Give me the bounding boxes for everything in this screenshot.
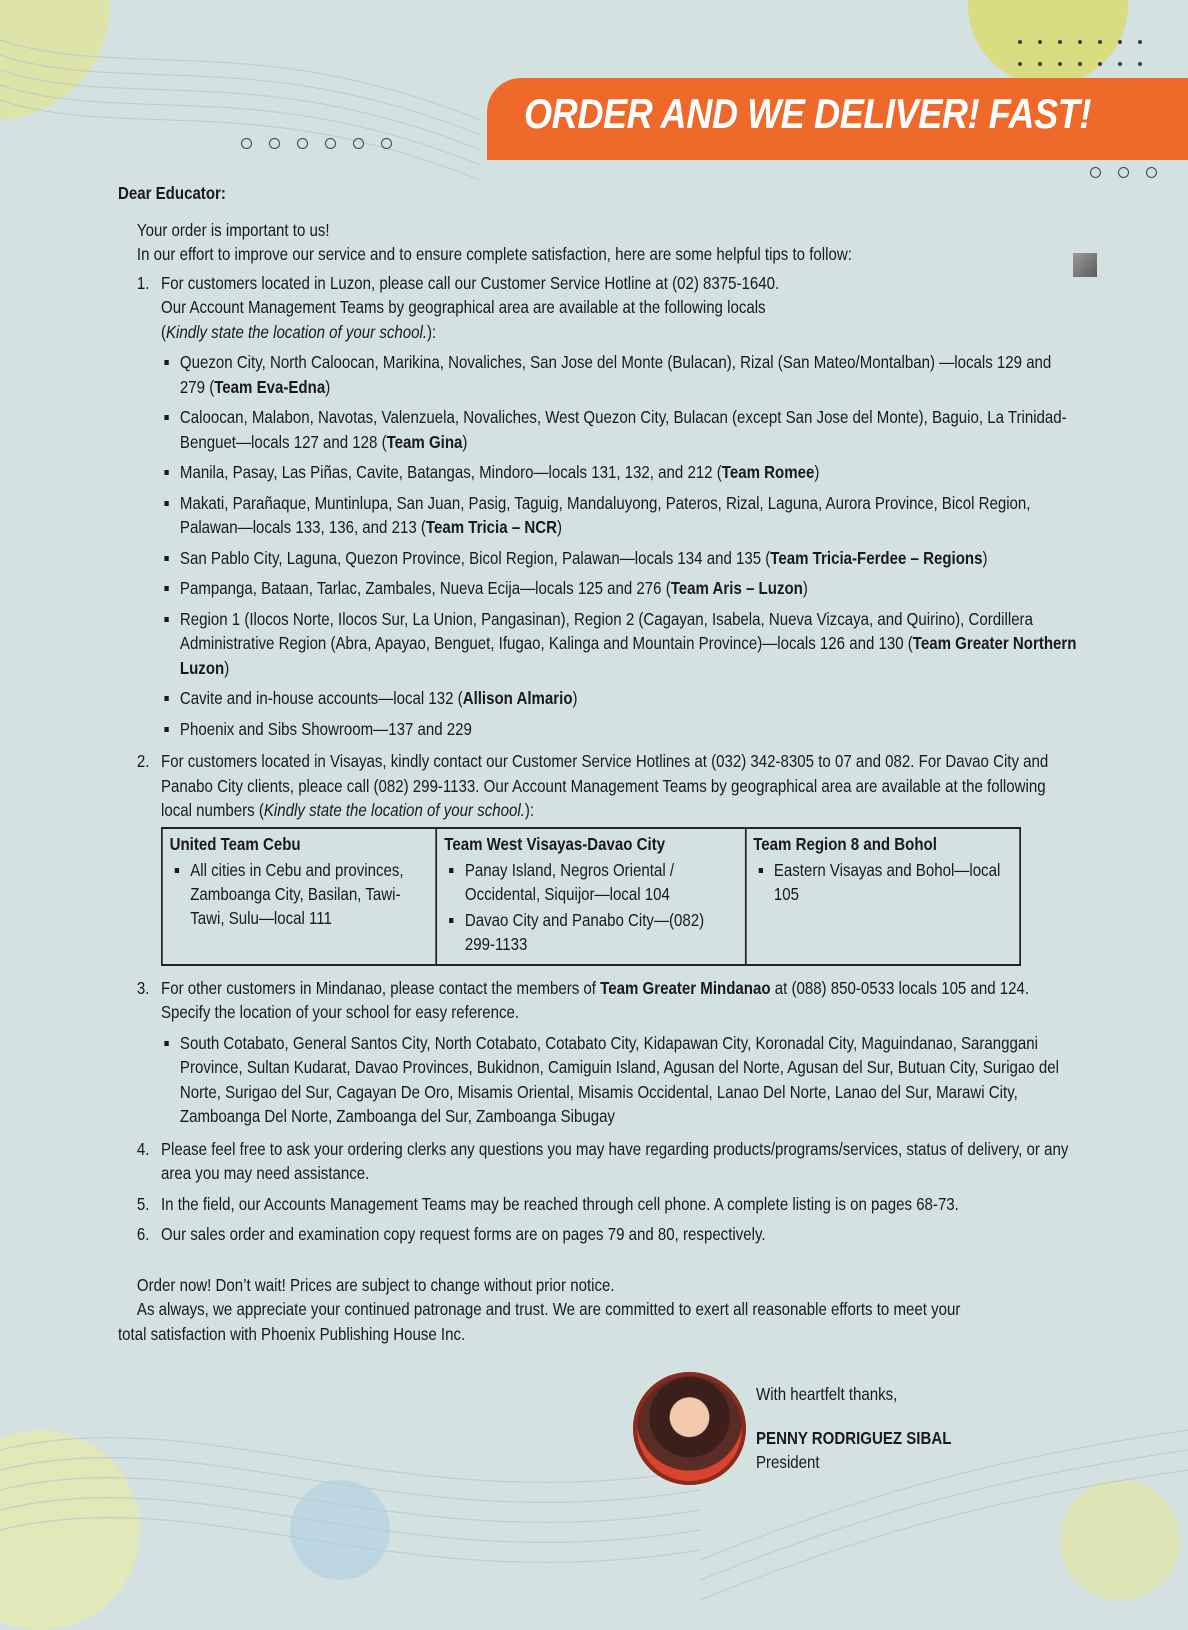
mindanao-bullet: South Cotabato, General Santos City, North Cotabato, Cotabato City, Kidapawan City, Koronadal City, Maguindanao, Saranggani Province, Sultan Kudarat, Davao Provinces, Bukidnon, Camiguin Island, Agusan del Norte, Agusan del Sur, Butuan City, Surigao del Norte, Surigao del Sur, Cagayan De Oro, Misamis Oriental, Misamis Occidental, Lanao Del Norte, Lanao del Sur, Marawi City, Zamboanga Del Norte, Zamboanga del Sur, Zamboanga Sibugay bbox=[118, 1031, 1078, 1129]
italic-note: Kindly state the location of your school. bbox=[263, 800, 525, 820]
bullet-text: Cavite and in-house accounts—local 132 ( bbox=[179, 688, 463, 708]
bullet-text: Makati, Parañaque, Muntinlupa, San Juan, Pasig, Taguig, Mandaluyong, Pateros, Rizal, Laguna, Aurora Province, Bicol Region, Palawan—locals 133, 136, and 213 ( bbox=[179, 492, 1031, 537]
signature-block bbox=[756, 1382, 951, 1474]
item-text: For customers located in Visayas, kindly contact our Customer Service Hotlines at (032) 342-8305 to 07 and 082. For Davao City and Panabo City clients, pleace call (082) 299-1133. Our Account Management Teams by geographical area are available at the following local numbers ( bbox=[161, 751, 1049, 820]
bullet-text: San Pablo City, Laguna, Quezon Province, Bicol Region, Palawan—locals 134 and 135 ( bbox=[179, 547, 771, 568]
team-name: Team Eva-Edna bbox=[214, 376, 326, 397]
team-bullet bbox=[118, 607, 1078, 681]
luzon-team-list bbox=[118, 350, 1078, 741]
list-item bbox=[118, 1137, 1078, 1186]
team-cell bbox=[162, 828, 437, 965]
bullet-end: ) bbox=[802, 578, 808, 598]
item-number: 6. bbox=[136, 1224, 150, 1244]
item-number: 2. bbox=[136, 751, 150, 771]
team-name: Team Tricia – NCR bbox=[425, 517, 557, 537]
president-photo bbox=[633, 1372, 746, 1485]
item-text: For customers located in Luzon, please call our Customer Service Hotline at (02) 8375-1640. bbox=[161, 272, 780, 293]
greeting: Dear Educator: bbox=[118, 183, 226, 203]
team-name: Team Gina bbox=[386, 431, 463, 452]
team-name: Team Romee bbox=[721, 462, 815, 482]
item-text: at (088) 850-0533 locals 105 and 124. Specify the location of your school for easy reference. bbox=[161, 977, 1030, 1022]
list-item bbox=[118, 1192, 1078, 1217]
bullet-end: ) bbox=[224, 657, 230, 678]
decorative-rings bbox=[1090, 167, 1157, 178]
list-item bbox=[118, 749, 1078, 823]
bullet-text: Caloocan, Malabon, Navotas, Valenzuela, Novaliches, West Quezon City, Bulacan (except San Jose del Monte), Baguio, La Trinidad-Benguet—locals 127 and 128 ( bbox=[179, 407, 1067, 452]
bullet-end: ) bbox=[462, 431, 468, 452]
bullet-end: ) bbox=[325, 376, 331, 397]
closing bbox=[118, 1273, 1078, 1347]
item-note: (Kindly state the location of your school.): bbox=[161, 321, 437, 342]
team-bullet: Panay Island, Negros Oriental / Occidental, Siquijor—local 104 bbox=[444, 858, 737, 906]
team-bullet bbox=[118, 717, 1078, 742]
decorative-dot-grid bbox=[1018, 38, 1148, 68]
team-bullet bbox=[118, 491, 1078, 540]
team-bullet bbox=[118, 460, 1078, 485]
closing-line: As always, we appreciate your continued patronage and trust. We are committed to exert all reasonable efforts to meet your bbox=[136, 1299, 961, 1319]
team-bullet bbox=[118, 405, 1078, 454]
decorative-rings bbox=[241, 138, 392, 149]
bullet-end: ) bbox=[814, 462, 820, 482]
closing-line: total satisfaction with Phoenix Publishing House Inc. bbox=[118, 1323, 466, 1344]
italic-note: Kindly state the location of your school. bbox=[166, 321, 428, 342]
team-bullet bbox=[118, 686, 1078, 711]
team-name: Allison Almario bbox=[462, 688, 573, 708]
team-heading: Team West Visayas-Davao City bbox=[444, 833, 666, 854]
bullet-text: Pampanga, Bataan, Tarlac, Zambales, Nueva Ecija—locals 125 and 276 ( bbox=[179, 578, 671, 598]
bullet-text: Region 1 (Ilocos Norte, Ilocos Sur, La Union, Pangasinan), Region 2 (Cagayan, Isabela, Nueva Vizcaya, and Quirino), Cordillera Administrative Region (Abra, Apayao, Benguet, Ifugao, Kalinga and Mountain Province)—locals 126 and 130 ( bbox=[179, 608, 1033, 653]
item-text: Our Account Management Teams by geographical area are available at the following locals bbox=[161, 297, 766, 317]
team-cell bbox=[437, 828, 746, 965]
team-heading: United Team Cebu bbox=[169, 833, 301, 854]
bullet-text: Manila, Pasay, Las Piñas, Cavite, Batangas, Mindoro—locals 131, 132, and 212 ( bbox=[179, 462, 722, 482]
list-item bbox=[118, 271, 1078, 345]
signatory-name: PENNY RODRIGUEZ SIBAL bbox=[756, 1428, 952, 1448]
team-bullet bbox=[118, 350, 1078, 399]
team-name: Team Greater Northern Luzon bbox=[179, 633, 1077, 678]
team-heading: Team Region 8 and Bohol bbox=[753, 833, 937, 854]
item-text-end: ): bbox=[524, 800, 535, 820]
team-name: Team Greater Mindanao bbox=[600, 977, 771, 998]
item-text: Our sales order and examination copy request forms are on pages 79 and 80, respectively. bbox=[161, 1224, 766, 1244]
item-number: 4. bbox=[136, 1138, 150, 1159]
team-bullet: Davao City and Panabo City—(082) 299-1133 bbox=[444, 908, 737, 956]
list-item bbox=[118, 1222, 1078, 1247]
visayas-team-table bbox=[161, 827, 1021, 966]
team-name: Team Aris – Luzon bbox=[670, 578, 803, 598]
team-bullet bbox=[118, 546, 1078, 571]
list-item bbox=[118, 976, 1078, 1025]
item-number: 5. bbox=[136, 1193, 150, 1214]
signatory-title: President bbox=[756, 1452, 820, 1472]
banner-title: ORDER AND WE DELIVER! FAST! bbox=[524, 90, 1091, 137]
closing-line: Order now! Don’t wait! Prices are subject to change without prior notice. bbox=[136, 1274, 615, 1295]
bullet-end: ) bbox=[982, 547, 988, 568]
item-text: Please feel free to ask your ordering clerks any questions you may have regarding products/programs/services, status of delivery, or any area you may need assistance. bbox=[161, 1138, 1069, 1183]
sign-off: With heartfelt thanks, bbox=[756, 1384, 898, 1404]
item-number: 1. bbox=[136, 272, 150, 293]
bullet-end: ) bbox=[556, 517, 562, 537]
item-text: In the field, our Accounts Management Teams may be reached through cell phone. A complete listing is on pages 68-73. bbox=[161, 1193, 959, 1214]
bullet-text: Quezon City, North Caloocan, Marikina, Novaliches, San Jose del Monte (Bulacan), Rizal (San Mateo/Montalban) —locals 129 and 279 ( bbox=[179, 352, 1052, 397]
intro-line: In our effort to improve our service and to ensure complete satisfaction, here are some helpful tips to follow: bbox=[136, 244, 852, 264]
item-number: 3. bbox=[136, 977, 150, 998]
bullet-end: ) bbox=[572, 688, 578, 708]
bullet-text: Phoenix and Sibs Showroom—137 and 229 bbox=[179, 718, 472, 739]
team-bullet: All cities in Cebu and provinces, Zamboanga City, Basilan, Tawi-Tawi, Sulu—local 111 bbox=[170, 858, 429, 930]
team-name: Team Tricia-Ferdee – Regions bbox=[770, 547, 983, 568]
team-bullet: Eastern Visayas and Bohol—local 105 bbox=[753, 858, 1012, 906]
letter-body bbox=[118, 181, 1078, 1346]
intro-line: Your order is important to us! bbox=[136, 219, 330, 240]
team-cell bbox=[745, 828, 1020, 965]
team-bullet bbox=[118, 576, 1078, 601]
item-text: For other customers in Mindanao, please contact the members of bbox=[161, 977, 601, 998]
